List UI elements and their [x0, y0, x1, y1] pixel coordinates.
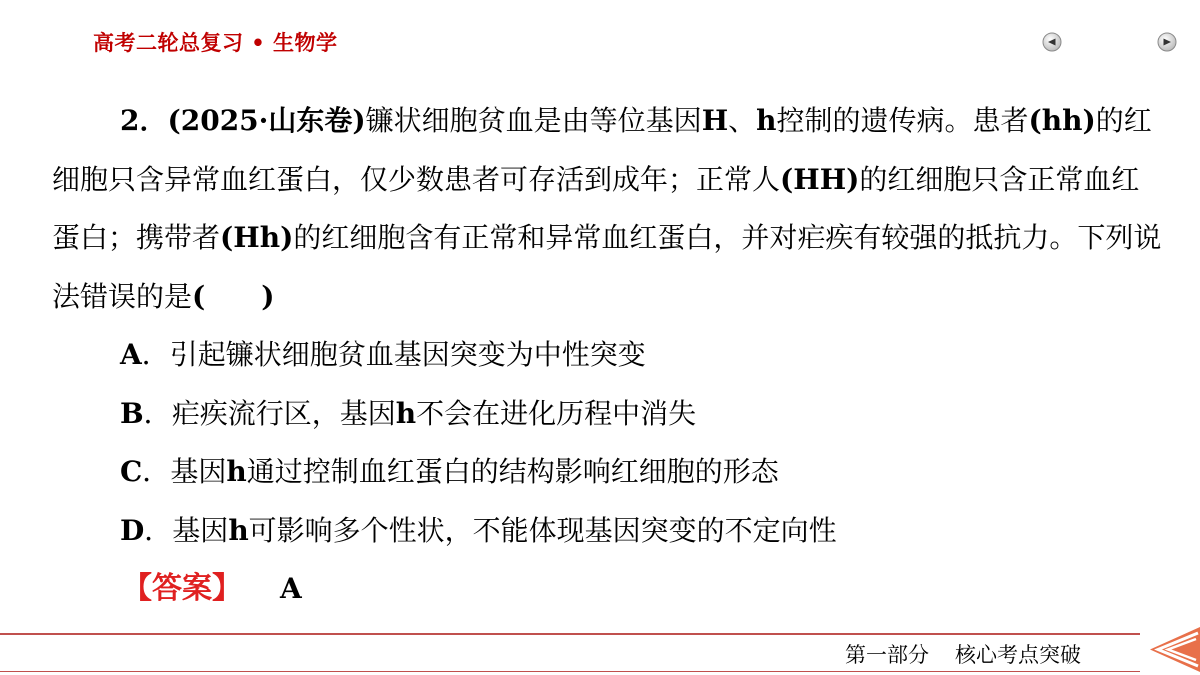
stem-text: 、	[728, 104, 757, 137]
stem-text: 镰状细胞贫血是由等位基因	[365, 104, 702, 137]
footer-section: 核心考点突破	[955, 643, 1081, 667]
answer-line	[52, 560, 1162, 619]
footer-part: 第一部分	[845, 643, 929, 667]
option-text: 通过控制血红蛋白的结构影响红细胞的形态	[246, 455, 779, 488]
option-letter: C	[120, 455, 143, 488]
question-number: 2．	[120, 104, 168, 137]
option-separator: ．	[143, 396, 172, 430]
answer-value: A	[280, 572, 302, 605]
option-text: 不会在进化历程中消失	[416, 396, 697, 430]
question-stem	[52, 92, 1162, 326]
footer-divider-bottom	[0, 671, 1140, 672]
double-chevron-left-icon	[1136, 624, 1200, 675]
stem-text: 的红细胞含有正常和异常血红蛋白，并对疟疾有较强的抵抗力。下列说法错误的是	[52, 221, 1162, 313]
prev-slide-button[interactable]	[1041, 31, 1063, 53]
gene-h: h	[756, 104, 777, 137]
option-text: 引起镰状细胞贫血基因突变为中性突变	[169, 338, 646, 371]
footer-divider	[0, 633, 1140, 635]
question-content	[52, 92, 1162, 619]
gene-h: h	[228, 513, 249, 547]
left-arrow-icon	[1041, 31, 1063, 53]
gene-h: h	[226, 455, 247, 488]
stem-text: 的红细胞只含异常血红蛋白，仅少数患者可存活到成年；正常人	[52, 104, 1152, 196]
option-separator: ．	[142, 455, 171, 488]
option-b[interactable]	[52, 385, 1162, 444]
stem-text: 的红细胞只含正常血红蛋白；携带者	[52, 162, 1140, 254]
option-letter: B	[120, 396, 144, 430]
gene-H: H	[701, 104, 729, 137]
right-arrow-icon	[1156, 31, 1178, 53]
option-text: 基因	[172, 513, 229, 547]
genotype-hh: (hh)	[1028, 104, 1096, 137]
question-source: (2025·山东卷)	[167, 104, 366, 137]
genotype-Hh: (Hh)	[220, 221, 294, 254]
answer-label: 【答案】	[122, 571, 242, 606]
option-separator: ．	[141, 338, 170, 371]
back-to-menu-button[interactable]	[1136, 624, 1200, 675]
footer-section-label	[845, 639, 1081, 669]
option-letter: D	[120, 513, 145, 547]
stem-text: 控制的遗传病。患者	[776, 104, 1029, 137]
option-text: 疟疾流行区，基因	[171, 396, 396, 430]
option-separator: ．	[144, 513, 173, 547]
option-a[interactable]	[52, 326, 1162, 385]
answer-blank: ( )	[192, 279, 275, 313]
option-letter: A	[120, 338, 142, 371]
gene-h: h	[395, 396, 417, 430]
option-d[interactable]	[52, 502, 1162, 561]
genotype-HH: (HH)	[780, 162, 860, 196]
option-text: 可影响多个性状，不能体现基因突变的不定向性	[248, 513, 837, 547]
header-title: 高考二轮总复习 • 生物学	[93, 31, 338, 55]
next-slide-button[interactable]	[1156, 31, 1178, 53]
option-c[interactable]	[52, 443, 1162, 502]
option-text: 基因	[170, 455, 227, 488]
